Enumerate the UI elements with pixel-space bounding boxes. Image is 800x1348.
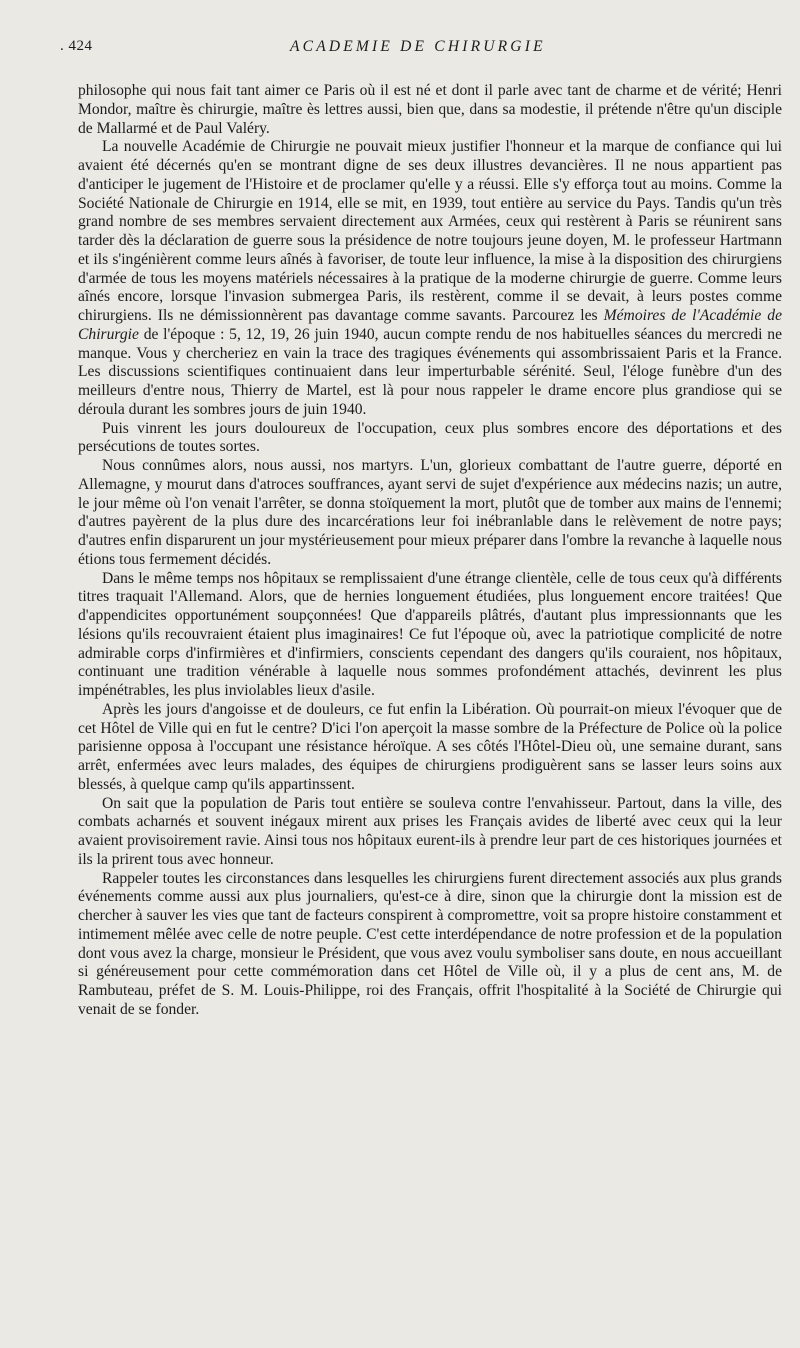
paragraph bbox=[78, 570, 782, 701]
paragraph bbox=[78, 870, 782, 1020]
paragraph-text: philosophe qui nous fait tant aimer ce Paris où il est né et dont il parle avec tant de charme et de vérité; Henri Mondor, maître ès chirurgie, maître ès lettres aussi, bien que, dans sa modestie, il prétende n'être qu'un disciple de Mallarmé et de Paul Valéry. bbox=[78, 82, 782, 137]
paragraph-text: La nouvelle Académie de Chirurgie ne pouvait mieux justifier l'honneur et la marque de confiance qui lui avaient été décernés qu'en se montrant digne de ses deux illustres devancières. Il ne nous appartient pas d'anticiper le jugement de l'Histoire et de proclamer qu'elle y a réussi. Elle s'y efforça tout au moins. Comme la Société Nationale de Chirurgie en 1914, elle se mit, en 1939, tout entière au service du Pays. Tandis qu'un très grand nombre de ses membres servaient directement aux Armées, ceux qui restèrent à Paris se réunirent sans tarder dès la déclaration de guerre sous la présidence de notre toujours jeune doyen, M. le professeur Hartmann et ils s'ingénièrent comme leurs aînés à favoriser, de toute leur influence, la mise à la disposition des chirurgiens d'armée de tous les moyens matériels nécessaires à la pratique de la moderne chirurgie de guerre. Comme leurs aînés encore, lorsque l'invasion submergea Paris, ils restèrent, comme il se devait, à leurs postes comme chirurgiens. Ils ne démissionnèrent pas davantage comme savants. Parcourez les bbox=[78, 138, 782, 324]
paragraph bbox=[78, 420, 782, 458]
document-page bbox=[0, 38, 800, 1348]
paragraph-text: de l'époque : 5, 12, 19, 26 juin 1940, aucun compte rendu de nos habituelles séances du mercredi ne manque. Vous y chercheriez en vain la trace des tragiques événements qui assombrissaient Paris et la France. Les discussions scientifiques continuaient dans leur imperturbable sérénité. Seul, l'éloge funèbre d'un des meilleurs d'entre nous, Thierry de Martel, est là pour nous rappeler le drame encore plus grandiose qui se déroula durant les sombres jours de juin 1940. bbox=[78, 325, 782, 418]
paragraph-text: Rappeler toutes les circonstances dans lesquelles les chirurgiens furent directement associés aux plus grands événements comme aussi aux plus journaliers, qu'est-ce à dire, sinon que la chirurgie dont la mission est de chercher à sauver les vies que tant de facteurs conspirent à compromettre, voit sa propre histoire constamment et intimement mêlée avec celle de notre peuple. C'est cette interdépendance de notre profession et de la population dont vous avez la charge, monsieur le Président, que vous avez voulu symboliser sans doute, en nous accueillant si généreusement pour cette commémoration dans cet Hôtel de Ville où, il y a plus de cent ans, M. de Rambuteau, préfet de S. M. Louis-Philippe, roi des Français, offrit l'hospitalité à la Société de Chirurgie qui venait de se fonder. bbox=[78, 869, 782, 1018]
paragraph bbox=[78, 701, 782, 795]
paragraph bbox=[78, 82, 782, 138]
paragraph bbox=[78, 795, 782, 870]
journal-reference: Mémoires de l'Académie de Chirurgie bbox=[78, 307, 782, 343]
paragraph-text: Nous connûmes alors, nous aussi, nos martyrs. L'un, glorieux combattant de l'autre guerre, déporté en Allemagne, y mourut dans d'atroces souffrances, ayant servi de sujet d'expérience aux médecins nazis; un autre, le jour même où l'on venait l'arrêter, se donna stoïquement la mort, plutôt que de tomber aux mains de l'ennemi; d'autres payèrent de la plus dure des incarcérations leur foi inébranlable dans le relèvement de notre pays; d'autres enfin disparurent un jour mystérieusement pour mieux préparer dans l'ombre la revanche à laquelle nous étions tous fermement décidés. bbox=[78, 457, 782, 568]
journal-title: ACADEMIE DE CHIRURGIE bbox=[290, 38, 546, 55]
running-header bbox=[60, 38, 782, 68]
paragraph-text: Après les jours d'angoisse et de douleurs, ce fut enfin la Libération. Où pourrait-on mieux l'évoquer que de cet Hôtel de Ville qui en fut le centre? D'ici l'on aperçoit la masse sombre de la Préfecture de Police où la police parisienne opposa à l'occupant une résistance héroïque. A ses côtés l'Hôtel-Dieu où, une semaine durant, sans arrêt, enfermées avec leurs malades, des équipes de chirurgiens prodiguèrent sans se lasser leurs soins aux blessés, à quelque camp qu'ils appartinssent. bbox=[78, 700, 782, 793]
page-number: . 424 bbox=[60, 38, 93, 54]
paragraph bbox=[78, 138, 782, 419]
paragraph-text: Dans le même temps nos hôpitaux se remplissaient d'une étrange clientèle, celle de tous ceux qu'à différents titres traquait l'Allemand. Alors, que de hernies longuement étudiées, plus longuement encore traitées! Que d'appendicites opportunément soupçonnées! Que d'appareils plâtrés, d'autant plus impressionnants que les lésions qu'ils recouvraient étaient plus imaginaires! Ce fut l'époque où, avec la patriotique complicité de notre admirable corps d'infirmières et d'infirmiers, conscients cependant des dangers qu'ils couraient, nos hôpitaux, continuant une tradition vénérable à laquelle nous sommes profondément attachés, devinrent les plus impénétrables, les plus inviolables lieux d'asile. bbox=[78, 569, 782, 699]
paragraph-text: Puis vinrent les jours douloureux de l'occupation, ceux plus sombres encore des déportations et des persécutions de toutes sortes. bbox=[78, 419, 782, 456]
paragraph bbox=[78, 457, 782, 570]
article-body bbox=[78, 82, 782, 1020]
paragraph-text: On sait que la population de Paris tout entière se souleva contre l'envahisseur. Partout, dans la ville, des combats acharnés et souvent inégaux mirent aux prises les Français avides de liberté avec ceux qui la leur avaient provisoirement ravie. Ainsi tous nos hôpitaux eurent-ils à prendre leur part de ces historiques journées et ils la prirent tous avec honneur. bbox=[78, 794, 782, 868]
